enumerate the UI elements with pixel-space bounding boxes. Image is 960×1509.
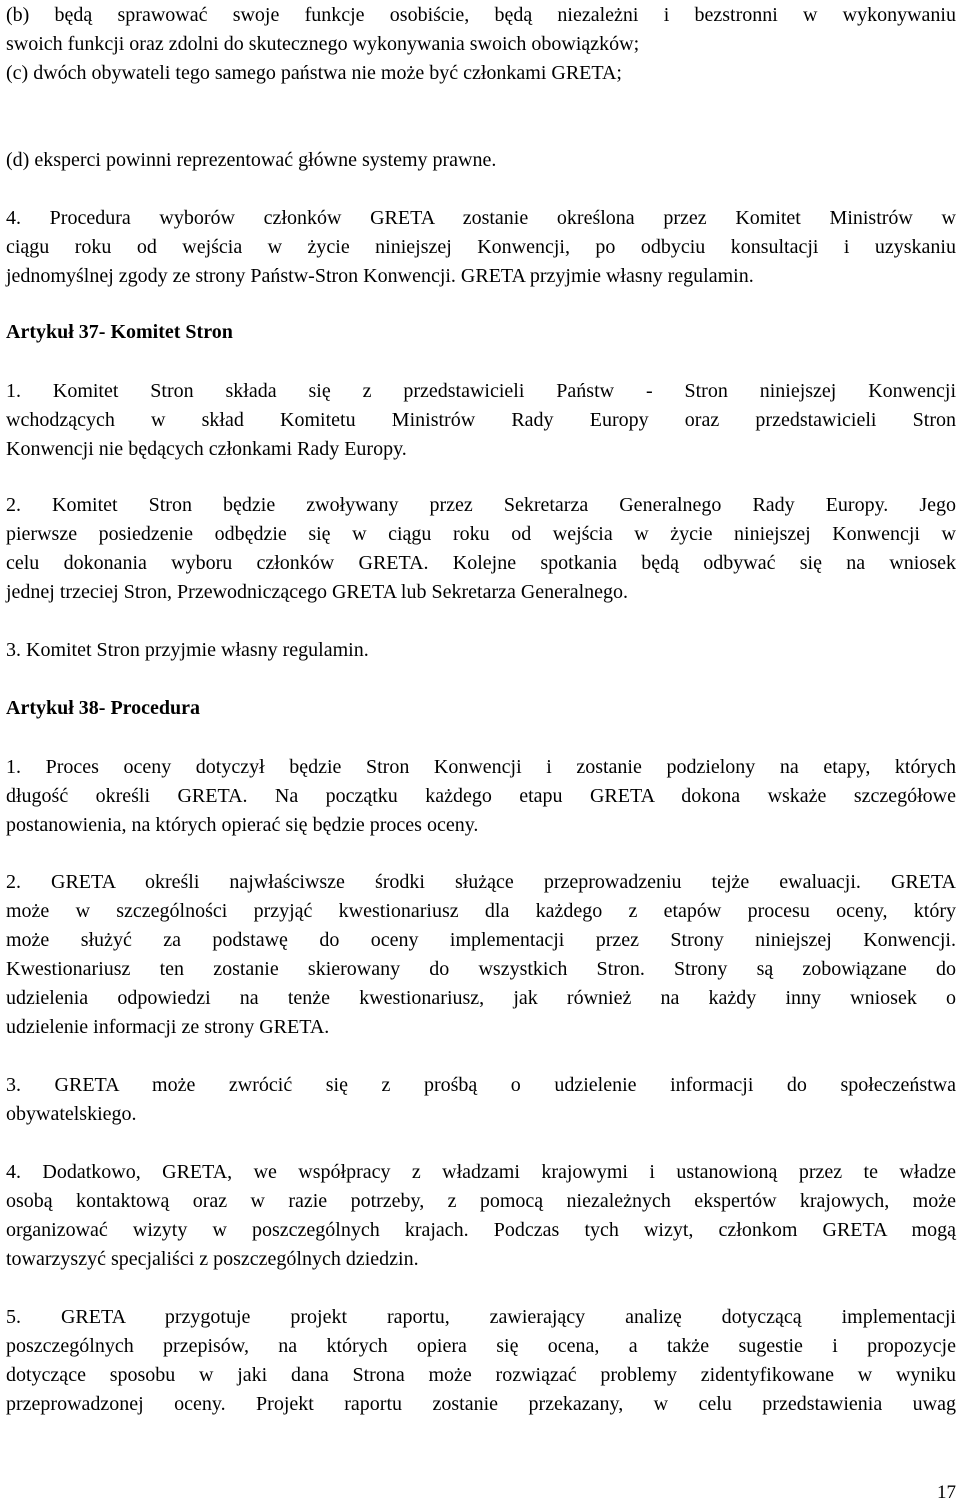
art38-paragraph-1	[6, 753, 956, 840]
text-line: postanowienia, na których opierać się będzie proces oceny.	[6, 814, 479, 836]
text-line: 3. GRETA może zwrócić się z prośbą o udzielenie informacji do społeczeństwa	[6, 1074, 956, 1096]
text-line: jednomyślnej zgody ze strony Państw-Stron Konwencji. GRETA przyjmie własny regulamin.	[6, 265, 754, 287]
page-number: 17	[937, 1482, 956, 1503]
text-line: wchodzących w skład Komitetu Ministrów Rady Europy oraz przedstawicieli Stron	[6, 409, 956, 431]
text-line: poszczególnych przepisów, na których opiera się ocena, a także sugestie i propozycje	[6, 1335, 956, 1357]
paragraph-4	[6, 204, 956, 291]
text-line: udzielenie informacji ze strony GRETA.	[6, 1016, 330, 1038]
text-line: udzielenia odpowiedzi na tenże kwestionariusz, jak również na każdy inny wniosek o	[6, 987, 956, 1009]
paragraph-d	[6, 146, 956, 175]
text-line: ciągu roku od wejścia w życie niniejszej Konwencji, po odbyciu konsultacji i uzyskaniu	[6, 236, 956, 258]
text-line: 5. GRETA przygotuje projekt raportu, zawierający analizę dotyczącą implementacji	[6, 1306, 956, 1328]
text-line: (b) będą sprawować swoje funkcje osobiście, będą niezależni i bezstronni w wykonywaniu	[6, 4, 956, 26]
text-line: dotyczące sposobu w jaki dana Strona może rozwiązać problemy zidentyfikowane w wyniku	[6, 1364, 956, 1386]
text-line: (c) dwóch obywateli tego samego państwa nie może być członkami GRETA;	[6, 62, 622, 84]
article-37-heading: Artykuł 37- Komitet Stron	[6, 321, 233, 343]
text-line: 1. Komitet Stron składa się z przedstawicieli Państw - Stron niniejszej Konwencji	[6, 380, 956, 402]
text-line: Konwencji nie będących członkami Rady Europy.	[6, 438, 407, 460]
art37-paragraph-3	[6, 636, 956, 665]
art38-paragraph-5	[6, 1303, 956, 1419]
text-line: towarzyszyć specjaliści z poszczególnych dziedzin.	[6, 1248, 419, 1270]
paragraph-b	[6, 1, 956, 59]
paragraph-c	[6, 59, 956, 88]
text-line: pierwsze posiedzenie odbędzie się w ciągu roku od wejścia w życie niniejszej Konwencji w	[6, 523, 956, 545]
text-line: osobą kontaktową oraz w razie potrzeby, z pomocą niezależnych ekspertów krajowych, może	[6, 1190, 956, 1212]
art38-paragraph-2	[6, 868, 956, 1042]
text-line: może w szczególności przyjąć kwestionariusz dla każdego z etapów procesu oceny, który	[6, 900, 956, 922]
text-line: przeprowadzonej oceny. Projekt raportu zostanie przekazany, w celu przedstawienia uwag	[6, 1393, 956, 1415]
text-line: jednej trzeciej Stron, Przewodniczącego GRETA lub Sekretarza Generalnego.	[6, 581, 629, 603]
text-line: długość określi GRETA. Na początku każdego etapu GRETA dokona wskaże szczegółowe	[6, 785, 956, 807]
text-line: 1. Proces oceny dotyczył będzie Stron Konwencji i zostanie podzielony na etapy, których	[6, 756, 956, 778]
text-line: swoich funkcji oraz zdolni do skutecznego wykonywania swoich obowiązków;	[6, 33, 640, 55]
text-line: organizować wizyty w poszczególnych krajach. Podczas tych wizyt, członkom GRETA mogą	[6, 1219, 956, 1241]
art38-paragraph-4	[6, 1158, 956, 1274]
art37-paragraph-1	[6, 377, 956, 464]
text-line: celu dokonania wyboru członków GRETA. Kolejne spotkania będą odbywać się na wniosek	[6, 552, 956, 574]
text-line: obywatelskiego.	[6, 1103, 137, 1125]
text-line: 4. Procedura wyborów członków GRETA zostanie określona przez Komitet Ministrów w	[6, 207, 956, 229]
art37-paragraph-2	[6, 491, 956, 607]
text-line: 3. Komitet Stron przyjmie własny regulamin.	[6, 639, 369, 661]
text-line: 2. GRETA określi najwłaściwsze środki służące przeprowadzeniu tejże ewaluacji. GRETA	[6, 871, 956, 893]
text-line: może służyć za podstawę do oceny implementacji przez Strony niniejszej Konwencji.	[6, 929, 956, 951]
text-line: 2. Komitet Stron będzie zwoływany przez Sekretarza Generalnego Rady Europy. Jego	[6, 494, 956, 516]
art38-paragraph-3	[6, 1071, 956, 1129]
text-line: 4. Dodatkowo, GRETA, we współpracy z władzami krajowymi i ustanowioną przez te władze	[6, 1161, 956, 1183]
text-line: (d) eksperci powinni reprezentować główne systemy prawne.	[6, 149, 497, 171]
text-line: Kwestionariusz ten zostanie skierowany do wszystkich Stron. Strony są zobowiązane do	[6, 958, 956, 980]
article-38-heading: Artykuł 38- Procedura	[6, 697, 201, 719]
